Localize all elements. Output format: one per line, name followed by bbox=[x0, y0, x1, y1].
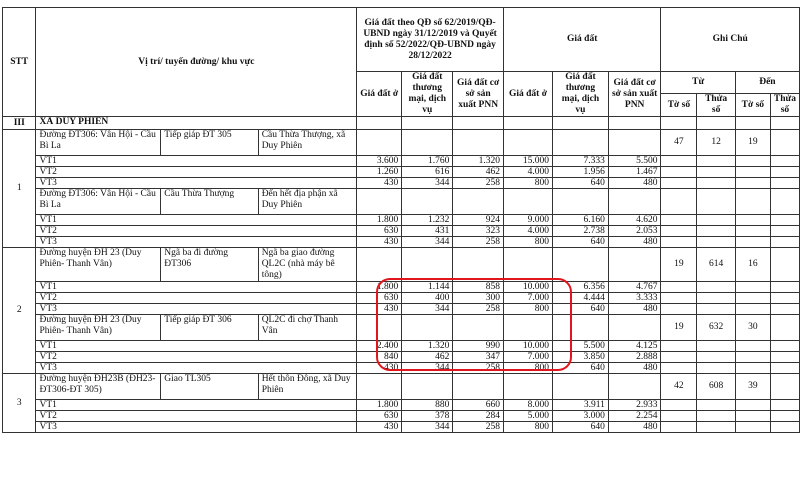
new-production-price: 4.767 bbox=[608, 282, 661, 293]
new-commercial-price: 640 bbox=[553, 304, 609, 315]
position-label: VT2 bbox=[36, 411, 357, 422]
old-residential-price: 430 bbox=[357, 178, 402, 189]
old-residential-price: 1.800 bbox=[357, 215, 402, 226]
road-from: Tiếp giáp ĐT 305 bbox=[161, 130, 258, 156]
new-commercial-price: 640 bbox=[553, 178, 609, 189]
road-row bbox=[3, 189, 800, 215]
note-sheet: 47 bbox=[661, 130, 697, 156]
header-stt: STT bbox=[3, 8, 36, 117]
old-commercial-price: 344 bbox=[402, 304, 453, 315]
header-sheet-no-2: Tờ số bbox=[735, 94, 770, 117]
old-residential-price: 630 bbox=[357, 226, 402, 237]
new-commercial-price: 640 bbox=[553, 363, 609, 374]
old-residential-price: 3.600 bbox=[357, 156, 402, 167]
note-sheet-2: 16 bbox=[735, 248, 770, 282]
road-name: Đường huyện ĐH 23 (Duy Phiên- Thanh Vân) bbox=[36, 315, 161, 341]
group-stt: 2 bbox=[3, 248, 36, 374]
road-from: Giao TL305 bbox=[161, 374, 258, 400]
old-production-price: 660 bbox=[453, 400, 504, 411]
price-row bbox=[3, 282, 800, 293]
price-row bbox=[3, 167, 800, 178]
header-residential: Giá đất ở bbox=[357, 72, 402, 117]
price-row bbox=[3, 304, 800, 315]
new-residential-price: 800 bbox=[503, 237, 552, 248]
new-production-price: 3.333 bbox=[608, 293, 661, 304]
land-price-table bbox=[2, 7, 800, 433]
old-residential-price: 630 bbox=[357, 293, 402, 304]
road-to: Cầu Thừa Thượng, xã Duy Phiên bbox=[258, 130, 357, 156]
old-production-price: 258 bbox=[453, 237, 504, 248]
position-label: VT2 bbox=[36, 226, 357, 237]
new-residential-price: 4.000 bbox=[503, 167, 552, 178]
price-row bbox=[3, 411, 800, 422]
note-plot: 614 bbox=[697, 248, 735, 282]
old-commercial-price: 344 bbox=[402, 422, 453, 433]
old-residential-price: 1.800 bbox=[357, 400, 402, 411]
price-row bbox=[3, 215, 800, 226]
old-commercial-price: 431 bbox=[402, 226, 453, 237]
new-commercial-price: 3.000 bbox=[553, 411, 609, 422]
old-residential-price: 430 bbox=[357, 363, 402, 374]
header-new-price-group: Giá đất bbox=[503, 8, 660, 72]
header-production: Giá đất cơ sở sản xuất PNN bbox=[453, 72, 504, 117]
new-commercial-price: 6.160 bbox=[553, 215, 609, 226]
old-production-price: 990 bbox=[453, 341, 504, 352]
new-production-price: 5.500 bbox=[608, 156, 661, 167]
new-production-price: 2.053 bbox=[608, 226, 661, 237]
old-production-price: 323 bbox=[453, 226, 504, 237]
price-row bbox=[3, 341, 800, 352]
old-residential-price: 430 bbox=[357, 237, 402, 248]
new-production-price: 480 bbox=[608, 304, 661, 315]
new-residential-price: 7.000 bbox=[503, 352, 552, 363]
position-label: VT2 bbox=[36, 293, 357, 304]
header-residential-new: Giá đất ở bbox=[503, 72, 552, 117]
new-production-price: 4.125 bbox=[608, 341, 661, 352]
note-sheet-2: 19 bbox=[735, 130, 770, 156]
new-commercial-price: 7.333 bbox=[553, 156, 609, 167]
new-commercial-price: 2.738 bbox=[553, 226, 609, 237]
price-row bbox=[3, 226, 800, 237]
header-location: Vị trí/ tuyến đường/ khu vực bbox=[36, 8, 357, 117]
old-production-price: 258 bbox=[453, 363, 504, 374]
position-label: VT2 bbox=[36, 167, 357, 178]
new-residential-price: 8.000 bbox=[503, 400, 552, 411]
old-production-price: 1.320 bbox=[453, 156, 504, 167]
old-production-price: 258 bbox=[453, 304, 504, 315]
new-residential-price: 800 bbox=[503, 178, 552, 189]
price-row bbox=[3, 422, 800, 433]
note-sheet-2 bbox=[735, 189, 770, 215]
position-label: VT1 bbox=[36, 156, 357, 167]
new-residential-price: 800 bbox=[503, 363, 552, 374]
new-commercial-price: 1.956 bbox=[553, 167, 609, 178]
new-production-price: 480 bbox=[608, 422, 661, 433]
header-commercial: Giá đất thương mại, dịch vụ bbox=[402, 72, 453, 117]
note-sheet-2: 39 bbox=[735, 374, 770, 400]
new-commercial-price: 5.500 bbox=[553, 341, 609, 352]
new-residential-price: 15.000 bbox=[503, 156, 552, 167]
old-residential-price: 1.260 bbox=[357, 167, 402, 178]
new-commercial-price: 6.356 bbox=[553, 282, 609, 293]
position-label: VT3 bbox=[36, 363, 357, 374]
position-label: VT3 bbox=[36, 422, 357, 433]
new-residential-price: 800 bbox=[503, 422, 552, 433]
new-production-price: 480 bbox=[608, 178, 661, 189]
old-commercial-price: 400 bbox=[402, 293, 453, 304]
old-production-price: 258 bbox=[453, 178, 504, 189]
old-commercial-price: 462 bbox=[402, 352, 453, 363]
price-row bbox=[3, 363, 800, 374]
old-residential-price: 430 bbox=[357, 422, 402, 433]
header-to: Đến bbox=[735, 72, 799, 94]
section-name: XÃ DUY PHIÊN bbox=[36, 117, 357, 130]
note-sheet-2: 30 bbox=[735, 315, 770, 341]
price-row bbox=[3, 237, 800, 248]
old-residential-price: 1.800 bbox=[357, 282, 402, 293]
old-commercial-price: 1.144 bbox=[402, 282, 453, 293]
new-commercial-price: 640 bbox=[553, 237, 609, 248]
note-sheet bbox=[661, 189, 697, 215]
road-to: Hết thôn Đông, xã Duy Phiên bbox=[258, 374, 357, 400]
old-production-price: 258 bbox=[453, 422, 504, 433]
header-note-group: Ghi Chú bbox=[661, 8, 800, 72]
new-production-price: 480 bbox=[608, 363, 661, 374]
road-name: Đường ĐT306: Vân Hội - Cầu Bì La bbox=[36, 130, 161, 156]
new-commercial-price: 3.850 bbox=[553, 352, 609, 363]
old-production-price: 300 bbox=[453, 293, 504, 304]
section-roman: III bbox=[3, 117, 36, 130]
road-name: Đường huyện ĐH23B (ĐH23-ĐT306-ĐT 305) bbox=[36, 374, 161, 400]
new-production-price: 4.620 bbox=[608, 215, 661, 226]
header-commercial-new: Giá đất thương mại, dịch vụ bbox=[553, 72, 609, 117]
old-residential-price: 2.400 bbox=[357, 341, 402, 352]
old-production-price: 462 bbox=[453, 167, 504, 178]
position-label: VT1 bbox=[36, 341, 357, 352]
price-row bbox=[3, 178, 800, 189]
old-residential-price: 430 bbox=[357, 304, 402, 315]
old-commercial-price: 880 bbox=[402, 400, 453, 411]
new-residential-price: 4.000 bbox=[503, 226, 552, 237]
new-production-price: 2.254 bbox=[608, 411, 661, 422]
old-commercial-price: 344 bbox=[402, 178, 453, 189]
note-sheet: 19 bbox=[661, 248, 697, 282]
road-to: Ngã ba giao đường QL2C (nhà máy bê tông) bbox=[258, 248, 357, 282]
position-label: VT3 bbox=[36, 237, 357, 248]
new-residential-price: 10.000 bbox=[503, 282, 552, 293]
new-production-price: 2.933 bbox=[608, 400, 661, 411]
price-row bbox=[3, 352, 800, 363]
old-production-price: 284 bbox=[453, 411, 504, 422]
position-label: VT1 bbox=[36, 400, 357, 411]
note-plot: 12 bbox=[697, 130, 735, 156]
road-to: QL2C đi chợ Thanh Vân bbox=[258, 315, 357, 341]
new-residential-price: 7.000 bbox=[503, 293, 552, 304]
old-residential-price: 630 bbox=[357, 411, 402, 422]
price-row bbox=[3, 293, 800, 304]
old-commercial-price: 1.320 bbox=[402, 341, 453, 352]
road-row bbox=[3, 248, 800, 282]
old-commercial-price: 616 bbox=[402, 167, 453, 178]
road-from: Ngã ba đi đường ĐT306 bbox=[161, 248, 258, 282]
header-sheet-no: Tờ số bbox=[661, 94, 697, 117]
old-commercial-price: 344 bbox=[402, 237, 453, 248]
position-label: VT2 bbox=[36, 352, 357, 363]
old-commercial-price: 378 bbox=[402, 411, 453, 422]
note-plot bbox=[697, 189, 735, 215]
road-from: Tiếp giáp ĐT 306 bbox=[161, 315, 258, 341]
note-sheet: 42 bbox=[661, 374, 697, 400]
road-name: Đường huyện ĐH 23 (Duy Phiên- Thanh Vân) bbox=[36, 248, 161, 282]
old-residential-price: 840 bbox=[357, 352, 402, 363]
position-label: VT1 bbox=[36, 215, 357, 226]
position-label: VT1 bbox=[36, 282, 357, 293]
header-plot-no: Thửa số bbox=[697, 94, 735, 117]
old-commercial-price: 1.232 bbox=[402, 215, 453, 226]
new-commercial-price: 640 bbox=[553, 422, 609, 433]
road-from: Cầu Thừa Thượng bbox=[161, 189, 258, 215]
old-commercial-price: 1.760 bbox=[402, 156, 453, 167]
new-commercial-price: 3.911 bbox=[553, 400, 609, 411]
new-residential-price: 800 bbox=[503, 304, 552, 315]
new-residential-price: 5.000 bbox=[503, 411, 552, 422]
road-name: Đường ĐT306: Vân Hội - Cầu Bì La bbox=[36, 189, 161, 215]
price-row bbox=[3, 156, 800, 167]
header-old-price-group: Giá đất theo QĐ số 62/2019/QĐ-UBND ngày 31/12/2019 và Quyết định số 52/2022/QĐ-UBND ngày 28/12/2022 bbox=[357, 8, 504, 72]
old-production-price: 858 bbox=[453, 282, 504, 293]
header-production-new: Giá đất cơ sở sản xuất PNN bbox=[608, 72, 661, 117]
new-production-price: 2.888 bbox=[608, 352, 661, 363]
new-residential-price: 9.000 bbox=[503, 215, 552, 226]
note-plot: 632 bbox=[697, 315, 735, 341]
new-residential-price: 10.000 bbox=[503, 341, 552, 352]
header-plot-no-2: Thửa số bbox=[770, 94, 799, 117]
group-stt: 1 bbox=[3, 130, 36, 248]
new-production-price: 1.467 bbox=[608, 167, 661, 178]
position-label: VT3 bbox=[36, 304, 357, 315]
new-production-price: 480 bbox=[608, 237, 661, 248]
group-stt: 3 bbox=[3, 374, 36, 433]
road-to: Đến hết địa phận xã Duy Phiên bbox=[258, 189, 357, 215]
road-row bbox=[3, 374, 800, 400]
new-commercial-price: 4.444 bbox=[553, 293, 609, 304]
price-row bbox=[3, 400, 800, 411]
note-sheet: 19 bbox=[661, 315, 697, 341]
note-plot: 608 bbox=[697, 374, 735, 400]
road-row bbox=[3, 315, 800, 341]
old-commercial-price: 344 bbox=[402, 363, 453, 374]
old-production-price: 924 bbox=[453, 215, 504, 226]
header-from: Từ bbox=[661, 72, 735, 94]
position-label: VT3 bbox=[36, 178, 357, 189]
old-production-price: 347 bbox=[453, 352, 504, 363]
road-row bbox=[3, 130, 800, 156]
